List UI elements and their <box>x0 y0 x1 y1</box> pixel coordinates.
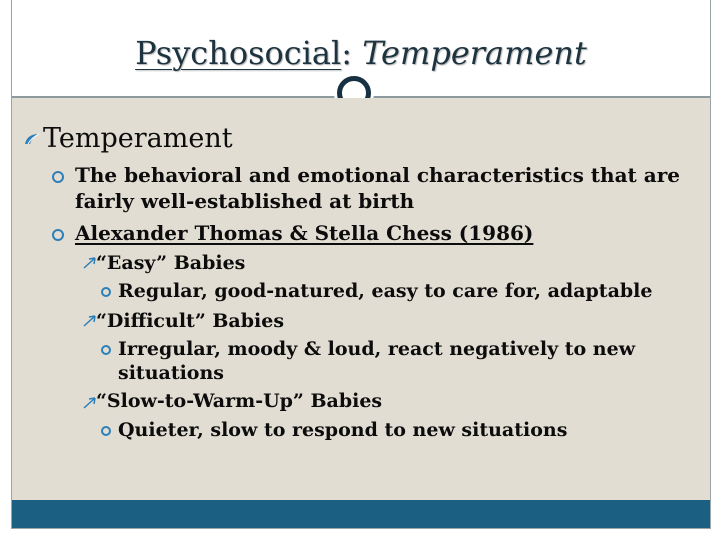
content-area <box>12 98 710 500</box>
slide <box>11 0 711 529</box>
type-slow-description: Quieter, slow to respond to new situations <box>118 419 568 441</box>
circle-bullet-icon <box>100 344 112 356</box>
type-easy-label: “Easy” Babies <box>96 252 246 274</box>
heading-temperament: Temperament <box>43 123 233 154</box>
type-easy-description: Regular, good-natured, easy to care for, adaptable <box>118 280 653 302</box>
title-text: Temperament <box>362 34 587 72</box>
circle-bullet-icon <box>100 286 112 298</box>
circle-bullet-icon <box>51 170 65 184</box>
title-separator: : <box>341 34 353 72</box>
type-slow-label: “Slow-to-Warm-Up” Babies <box>96 390 383 412</box>
slide-title <box>12 34 710 72</box>
type-difficult-label: “Difficult” Babies <box>96 310 285 332</box>
definition-line-2: fairly well-established at birth <box>75 189 415 213</box>
circle-bullet-icon <box>51 228 65 242</box>
ornament-bullet-icon <box>23 132 41 146</box>
circle-bullet-icon <box>100 425 112 437</box>
title-link[interactable]: Psychosocial <box>135 34 342 72</box>
definition-line-1: The behavioral and emotional characteristics that are <box>75 163 680 187</box>
type-difficult-description-2: situations <box>118 362 224 384</box>
bottom-bar <box>12 500 710 528</box>
type-difficult-description-1: Irregular, moody & loud, react negatively to new <box>118 338 636 360</box>
researchers-link[interactable]: Alexander Thomas & Stella Chess (1986) <box>75 221 534 245</box>
